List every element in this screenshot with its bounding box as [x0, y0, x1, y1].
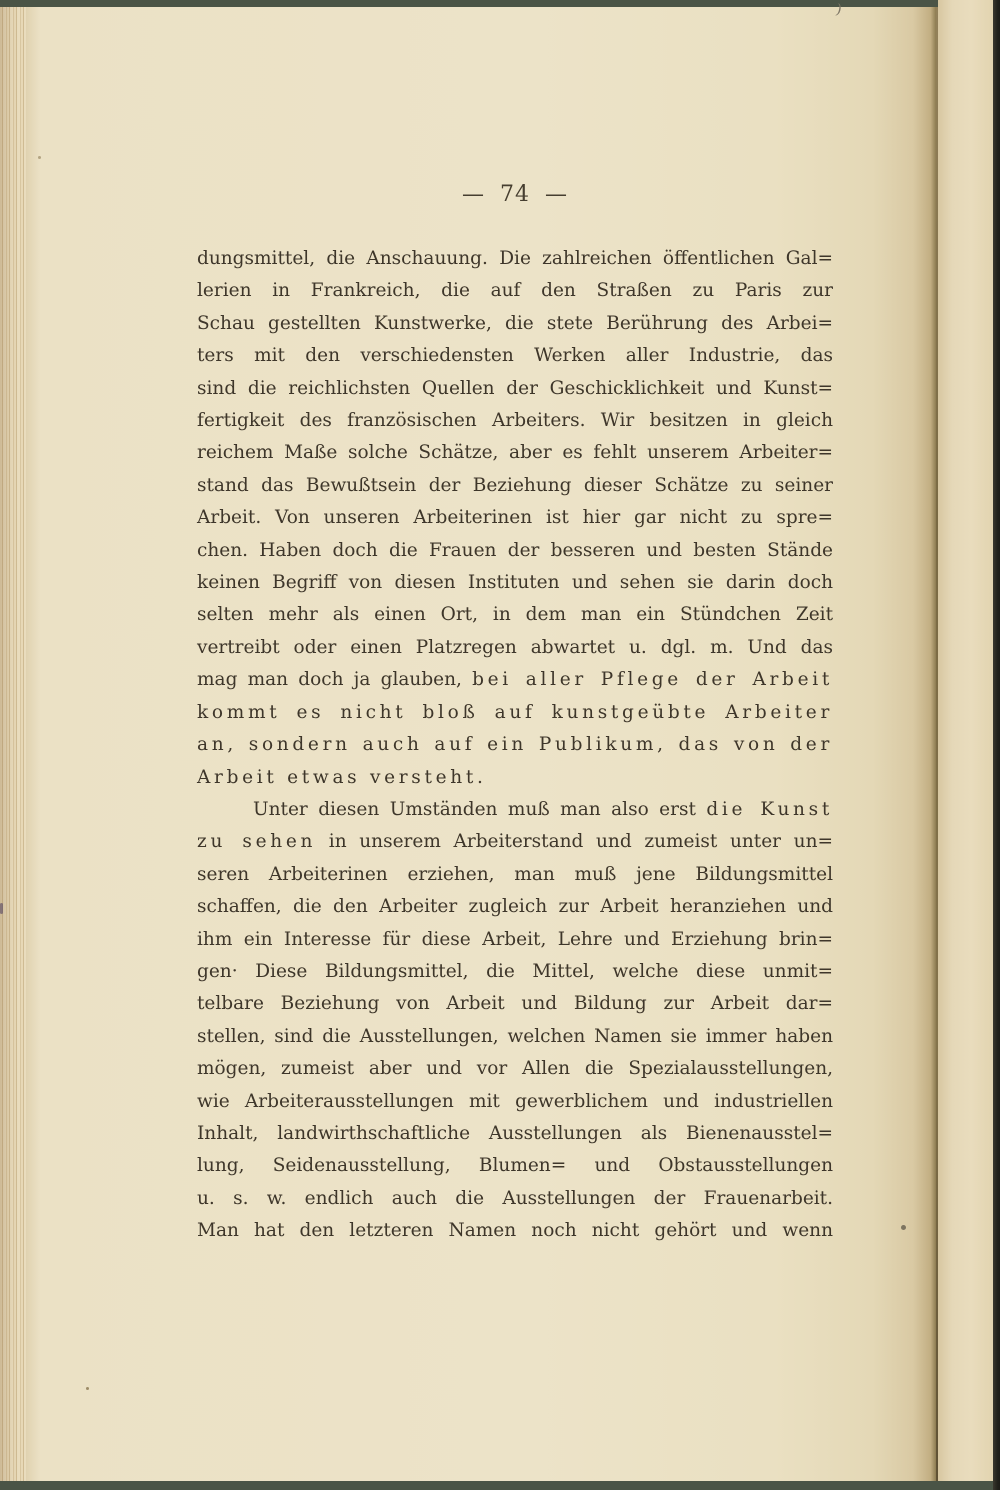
header-dash-right: — [545, 182, 568, 207]
text-line [197, 1215, 833, 1247]
text-segment: dungsmittel, die Anschauung. Die zahlreichen öffentlichen Gal= [197, 248, 833, 269]
text-segment: telbare Beziehung von Arbeit und Bildung zur Arbeit dar= [197, 993, 833, 1015]
text-line [197, 373, 833, 405]
text-segment: wie Arbeiterausstellungen mit gewerblichem und industriellen [197, 1090, 833, 1112]
text-line [197, 1086, 833, 1118]
text-segment: gen· Diese Bildungsmittel, die Mittel, welche diese unmit= [197, 960, 833, 982]
text-line [197, 924, 833, 956]
header-dash-left: — [462, 182, 485, 207]
paper-speck [901, 1225, 906, 1230]
text-line [197, 762, 833, 794]
text-line [197, 405, 833, 437]
text-line [197, 275, 833, 307]
text-line [197, 308, 833, 340]
text-segment: chen. Haben doch die Frauen der besseren und besten Stände [197, 539, 833, 561]
text-line [197, 859, 833, 891]
text-segment: in unserem Arbeiterstand und zumeist unter un= [316, 831, 833, 853]
text-line [197, 340, 833, 372]
running-head [197, 182, 833, 207]
text-line [197, 697, 833, 729]
text-line [197, 470, 833, 502]
text-line [197, 437, 833, 469]
text-segment: vertreibt oder einen Platzregen abwartet u. dgl. m. Und das [197, 636, 833, 658]
paper-speck [0, 903, 3, 914]
emphasized-text-segment: an, sondern auch auf ein Publikum, das von der [197, 734, 833, 756]
emphasized-text-segment: kommt es nicht bloß auf kunstgeübte Arbeiter [197, 701, 833, 723]
page-number: 74 [500, 182, 530, 207]
emphasized-text-segment: die Kunst [706, 798, 834, 820]
text-segment: u. s. w. endlich auch die Ausstellungen der Frauenarbeit. [197, 1187, 833, 1209]
text-segment: Arbeit. Von unseren Arbeiterinen ist hier gar nicht zu spre= [197, 507, 833, 529]
text-line [197, 1183, 833, 1215]
page-edge-stack [0, 7, 26, 1481]
text-segment: fertigkeit des französischen Arbeiters. Wir besitzen in gleich [197, 410, 833, 432]
emphasized-text-segment: Arbeit etwas versteht. [197, 766, 487, 788]
text-line [197, 599, 833, 631]
text-segment: Man hat den letzteren Namen noch nicht gehört und wenn [197, 1220, 833, 1242]
text-segment: Inhalt, landwirthschaftliche Ausstellungen als Bienenausstel= [197, 1122, 833, 1144]
facing-page-sliver [938, 0, 993, 1481]
text-segment: ihm ein Interesse für diese Arbeit, Lehre und Erziehung brin= [197, 928, 833, 950]
emphasized-text-segment: zu sehen [197, 831, 317, 853]
text-segment: lung, Seidenausstellung, Blumen= und Obstausstellungen [197, 1155, 833, 1177]
text-line [197, 988, 833, 1020]
ink-stray-mark: ) [834, 1, 844, 19]
text-line [197, 1150, 833, 1182]
text-line [197, 632, 833, 664]
text-line [197, 1021, 833, 1053]
emphasized-text-segment: bei aller Pflege der Arbeit [472, 669, 833, 691]
text-segment: Schau gestellten Kunstwerke, die stete Berührung des Arbei= [197, 312, 833, 334]
text-segment: seren Arbeiterinen erziehen, man muß jene Bildungsmittel [197, 863, 833, 885]
text-line [197, 1053, 833, 1085]
text-segment: lerien in Frankreich, die auf den Straßen zu Paris zur [197, 280, 833, 302]
text-segment: ters mit den verschiedensten Werken aller Industrie, das [197, 345, 833, 367]
text-block [197, 243, 833, 1248]
text-line [197, 243, 833, 275]
text-line [197, 729, 833, 761]
text-segment: mögen, zumeist aber und vor Allen die Spezialausstellungen, [197, 1058, 833, 1080]
text-segment: Unter diesen Umständen muß man also erst [253, 798, 707, 820]
paper-speck [86, 1387, 89, 1390]
text-line [197, 567, 833, 599]
text-line [197, 826, 833, 858]
text-segment: sind die reichlichsten Quellen der Geschicklichkeit und Kunst= [197, 377, 833, 399]
text-line [197, 1118, 833, 1150]
text-line [197, 794, 833, 826]
text-line [197, 956, 833, 988]
text-line [197, 535, 833, 567]
paper-speck [38, 156, 41, 159]
text-segment: keinen Begriff von diesen Instituten und sehen sie darin doch [197, 572, 833, 594]
text-segment: schaffen, die den Arbeiter zugleich zur Arbeit heranziehen und [197, 896, 833, 918]
text-segment: stellen, sind die Ausstellungen, welchen Namen sie immer haben [197, 1025, 833, 1047]
text-segment: mag man doch ja glauben, [197, 669, 473, 691]
text-segment: stand das Bewußtsein der Beziehung dieser Schätze zu seiner [197, 474, 833, 496]
cover-edge [993, 0, 1000, 1490]
text-segment: reichem Maße solche Schätze, aber es fehlt unserem Arbeiter= [197, 442, 833, 464]
text-segment: selten mehr als einen Ort, in dem man ein Stündchen Zeit [197, 604, 833, 626]
text-line [197, 502, 833, 534]
text-line [197, 891, 833, 923]
text-line [197, 664, 833, 696]
